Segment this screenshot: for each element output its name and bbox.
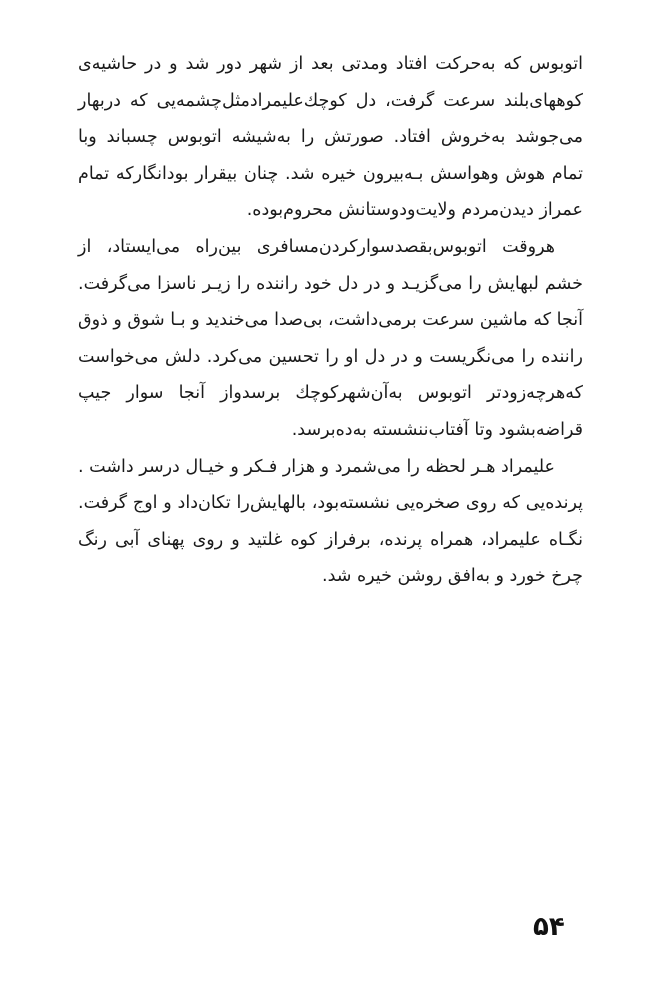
paragraph-3: علیمراد هـر لحظه را می‌شمرد و هزار فـکر و خیـال درسر داشت . پرنده‌یی که روی صخره‌یی نشسته‌بود، بالهایش‌را تکان‌داد و اوج گرفت. نگـاه علیمراد، همراه پرنده، برفراز کوه غلتید و روی پهنای آبی رنگ چرخ خورد و به‌افق روشن خیره شد. [78, 456, 583, 587]
paragraph-2: هروقت اتوبوس‌بقصدسوارکردن‌مسافری بین‌راه می‌ایستاد، از خشم لبهایش را می‌گزیـد و در دل خود راننده را زیـر ناسزا می‌گرفت. آنجا که ماشین سرعت برمی‌داشت، بی‌صدا می‌خندید و بـا شوق و ذوق راننده را می‌نگریست و در دل او را تحسین می‌کرد. دلش می‌خواست که‌هرچه‌زودتر اتوبوس به‌آن‌شهرکوچك برسدواز آنجا سوار جیپ قراضه‌بشود وتا آفتاب‌ننشسته به‌ده‌برسد. [78, 236, 583, 440]
page-number: ۵۴ [533, 912, 565, 942]
paragraph-1: اتوبوس که به‌حرکت افتاد ومدتی بعد از شهر دور شد و در حاشیه‌ی کوههای‌بلند سرعت گرفت، دل کوچك‌علیمرادمثل‌چشمه‌یی که دربهار می‌جوشد به‌خروش افتاد. صورتش را به‌شیشه اتوبوس چسباند وبا تمام هوش وهواسش بـه‌بیرون خیره شد. چنان بیقرار بودانگارکه تمام عمراز دیدن‌مردم ولایت‌ودوستانش محروم‌بوده. [78, 54, 583, 221]
body-text [78, 46, 583, 595]
